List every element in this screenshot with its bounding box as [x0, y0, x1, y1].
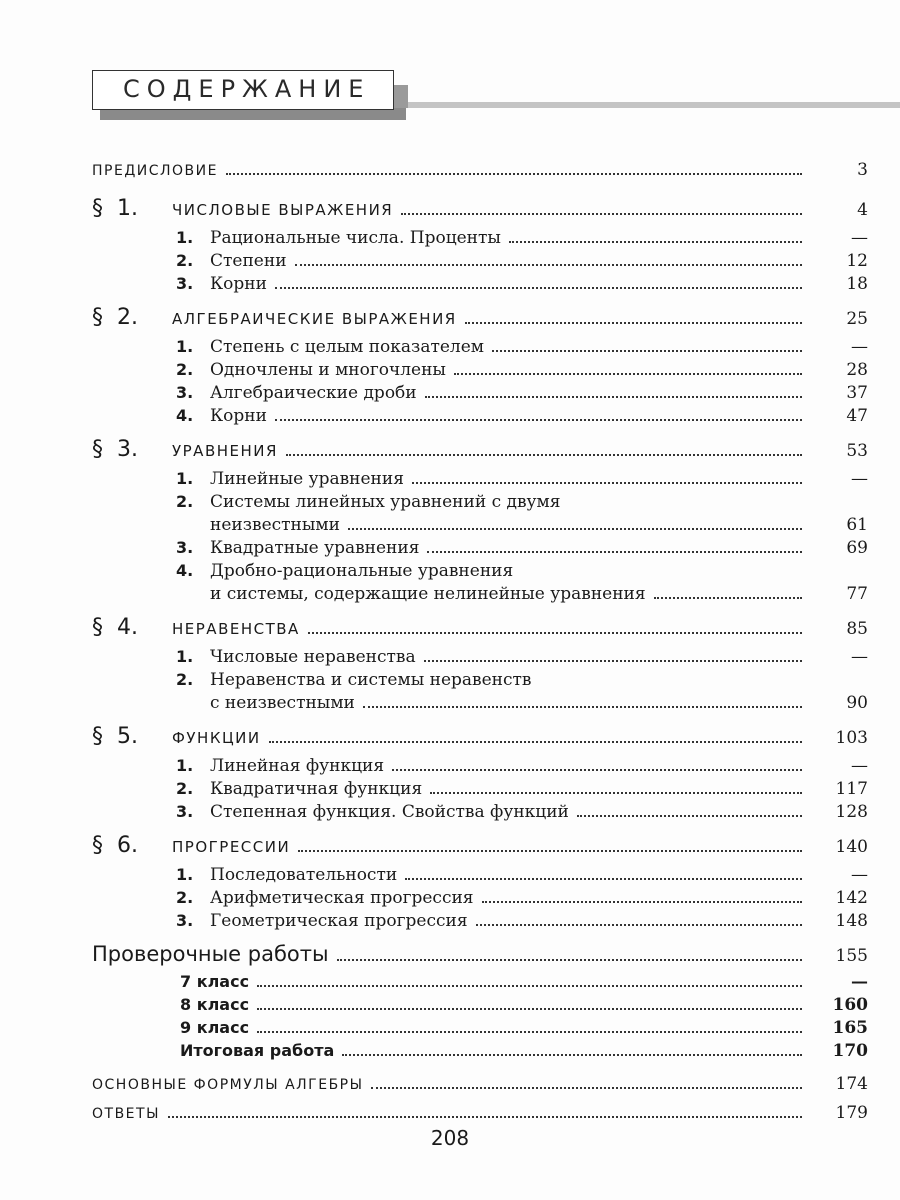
subsection-number: 1. [176, 647, 194, 666]
page-ref: 179 [835, 1103, 868, 1123]
subsection-number: 4. [176, 561, 194, 580]
page-ref: 53 [846, 441, 868, 461]
dot-leader [465, 322, 802, 324]
toc-section[interactable] [92, 196, 868, 226]
dot-leader [392, 769, 802, 771]
toc-subsection[interactable] [92, 406, 868, 429]
subsection-title: Линейные уравнения [210, 469, 404, 489]
section-number: 3. [117, 437, 138, 462]
toc-subsection-cont[interactable] [92, 515, 868, 538]
section-mark [92, 196, 172, 221]
dot-leader [476, 924, 802, 926]
toc-subsection[interactable] [92, 802, 868, 825]
toc-subsection[interactable] [92, 670, 868, 693]
subsection-number: 3. [176, 802, 194, 821]
toc-entry-preface[interactable] [92, 160, 868, 188]
toc-subsection[interactable] [92, 492, 868, 515]
subsection-number: 3. [176, 383, 194, 402]
subsection-title: Корни [210, 406, 267, 426]
section-number: 6. [117, 833, 138, 858]
dot-leader [308, 632, 802, 634]
page-ref: 165 [832, 1018, 868, 1038]
section-title: НЕРАВЕНСТВА [172, 620, 300, 638]
subsection-number: 3. [176, 274, 194, 293]
test-title: 9 класс [180, 1018, 250, 1037]
page-ref: 160 [832, 995, 868, 1015]
dot-leader [425, 396, 802, 398]
test-title: 8 класс [180, 995, 250, 1014]
section-sign: § [92, 833, 103, 858]
header-box [92, 70, 394, 110]
dot-leader [257, 985, 802, 987]
subsection-number: 1. [176, 228, 194, 247]
dot-leader [348, 528, 802, 530]
page-ref: 117 [835, 779, 868, 799]
subsection-number: 1. [176, 756, 194, 775]
section-mark [92, 305, 172, 330]
subsection-title: Арифметическая прогрессия [210, 888, 474, 908]
subsection-title: Алгебраические дроби [210, 383, 417, 403]
dot-leader [226, 173, 802, 175]
dot-leader [298, 850, 802, 852]
toc-subsection[interactable] [92, 469, 868, 492]
subsection-title: Степени [210, 251, 287, 271]
dot-leader [257, 1008, 802, 1010]
section-sign: § [92, 615, 103, 640]
toc-test-item[interactable] [92, 995, 868, 1018]
toc-subsection[interactable] [92, 274, 868, 297]
subsection-number: 2. [176, 492, 194, 511]
page-ref: 103 [835, 728, 868, 748]
section-sign: § [92, 724, 103, 749]
subsection-title: Степенная функция. Свойства функций [210, 802, 569, 822]
test-title: Итоговая работа [180, 1041, 335, 1060]
section-number: 4. [117, 615, 138, 640]
entry-title: ПРЕДИСЛОВИЕ [92, 163, 218, 179]
dot-leader [371, 1087, 802, 1089]
subsection-number: 1. [176, 865, 194, 884]
dot-leader [337, 959, 802, 961]
subsection-number: 4. [176, 406, 194, 425]
toc-subsection[interactable] [92, 360, 868, 383]
subsection-number: 3. [176, 911, 194, 930]
dot-leader [509, 241, 802, 243]
page-ref: — [851, 337, 868, 357]
dot-leader [654, 597, 802, 599]
page-ref: — [851, 756, 868, 776]
toc-section[interactable] [92, 833, 868, 863]
subsection-title: Корни [210, 274, 267, 294]
entry-title: ОСНОВНЫЕ ФОРМУЛЫ АЛГЕБРЫ [92, 1077, 364, 1093]
section-sign: § [92, 196, 103, 221]
subsection-number: 2. [176, 251, 194, 270]
page-ref: 28 [846, 360, 868, 380]
toc-subsection[interactable] [92, 538, 868, 561]
page-ref: 148 [835, 911, 868, 931]
toc-tests[interactable] [92, 942, 868, 972]
page-ref: 170 [832, 1041, 868, 1061]
toc-subsection[interactable] [92, 337, 868, 360]
dot-leader [275, 419, 802, 421]
toc-subsection[interactable] [92, 383, 868, 406]
page-ref: 12 [846, 251, 868, 271]
subsection-title: Числовые неравенства [210, 647, 416, 667]
subsection-title-cont: и системы, содержащие нелинейные уравнения [210, 584, 646, 604]
subsection-number: 1. [176, 337, 194, 356]
subsection-title: Одночлены и многочлены [210, 360, 446, 380]
subsection-number: 3. [176, 538, 194, 557]
page-ref: 3 [857, 160, 868, 180]
subsection-number: 2. [176, 888, 194, 907]
dot-leader [492, 350, 802, 352]
page-ref: 69 [846, 538, 868, 558]
section-number: 2. [117, 305, 138, 330]
page-ref: — [851, 865, 868, 885]
section-mark [92, 437, 172, 462]
subsection-title: Дробно-рациональные уравнения [210, 561, 514, 581]
subsection-title: Рациональные числа. Проценты [210, 228, 501, 248]
toc-section[interactable] [92, 724, 868, 754]
toc-subsection[interactable] [92, 779, 868, 802]
subsection-title: Степень с целым показателем [210, 337, 485, 357]
subsection-title: Неравенства и системы неравенств [210, 670, 532, 690]
section-title: ЧИСЛОВЫЕ ВЫРАЖЕНИЯ [172, 201, 394, 219]
subsection-title: Последовательности [210, 865, 398, 885]
header-shadow-side [393, 85, 408, 108]
section-number: 1. [117, 196, 138, 221]
toc-section[interactable] [92, 615, 868, 645]
subsection-number: 1. [176, 469, 194, 488]
section-title: ПРОГРЕССИИ [172, 838, 291, 856]
page-ref: 155 [835, 946, 868, 966]
tests-title: Проверочные работы [92, 942, 329, 966]
dot-leader [405, 878, 802, 880]
subsection-number: 2. [176, 670, 194, 689]
toc-subsection[interactable] [92, 251, 868, 274]
dot-leader [342, 1054, 802, 1056]
test-title: 7 класс [180, 972, 250, 991]
toc-section[interactable] [92, 305, 868, 335]
page-ref: 77 [846, 584, 868, 604]
section-title: АЛГЕБРАИЧЕСКИЕ ВЫРАЖЕНИЯ [172, 310, 457, 328]
page-ref: 4 [857, 200, 868, 220]
toc-subsection[interactable] [92, 865, 868, 888]
section-number: 5. [117, 724, 138, 749]
subsection-title: Квадратные уравнения [210, 538, 420, 558]
page-ref: 90 [846, 693, 868, 713]
toc-subsection[interactable] [92, 756, 868, 779]
dot-leader [286, 454, 802, 456]
page-ref: 61 [846, 515, 868, 535]
dot-leader [424, 660, 802, 662]
section-sign: § [92, 305, 103, 330]
page-ref: — [851, 228, 868, 248]
toc-subsection-cont[interactable] [92, 693, 868, 716]
section-title: ФУНКЦИИ [172, 729, 261, 747]
toc-test-item[interactable] [92, 1018, 868, 1041]
dot-leader [577, 815, 802, 817]
toc-test-item[interactable] [92, 1041, 868, 1064]
toc-subsection-cont[interactable] [92, 584, 868, 607]
section-title: УРАВНЕНИЯ [172, 442, 278, 460]
dot-leader [269, 741, 802, 743]
page-ref: 85 [846, 619, 868, 639]
page-ref: 174 [835, 1074, 868, 1094]
dot-leader [430, 792, 802, 794]
subsection-title: Линейная функция [210, 756, 385, 776]
subsection-title: Геометрическая прогрессия [210, 911, 468, 931]
dot-leader [412, 482, 802, 484]
subsection-title-cont: с неизвестными [210, 693, 355, 713]
subsection-number: 2. [176, 779, 194, 798]
toc-section[interactable] [92, 437, 868, 467]
toc-test-item[interactable] [92, 972, 868, 995]
section-sign: § [92, 437, 103, 462]
page-ref: 47 [846, 406, 868, 426]
section-mark [92, 615, 172, 640]
subsection-title-cont: неизвестными [210, 515, 340, 535]
section-mark [92, 724, 172, 749]
page-ref: 18 [846, 274, 868, 294]
entry-title: ОТВЕТЫ [92, 1106, 160, 1122]
page-ref: 37 [846, 383, 868, 403]
page-ref: — [851, 469, 868, 489]
section-mark [92, 833, 172, 858]
table-of-contents [92, 160, 868, 1132]
toc-subsection[interactable] [92, 228, 868, 251]
dot-leader [482, 901, 802, 903]
dot-leader [454, 373, 802, 375]
dot-leader [401, 213, 802, 215]
page-ref: — [851, 647, 868, 667]
toc-subsection[interactable] [92, 888, 868, 911]
page-ref: — [851, 972, 868, 992]
dot-leader [275, 287, 802, 289]
subsection-number: 2. [176, 360, 194, 379]
page-number: 208 [430, 1126, 470, 1150]
toc-subsection[interactable] [92, 911, 868, 934]
page-ref: 140 [835, 837, 868, 857]
dot-leader [427, 551, 802, 553]
page-ref: 25 [846, 309, 868, 329]
page-title: СОДЕРЖАНИЕ [123, 75, 371, 103]
dot-leader [168, 1116, 802, 1118]
dot-leader [257, 1031, 802, 1033]
dot-leader [295, 264, 802, 266]
subsection-title: Системы линейных уравнений с двумя [210, 492, 561, 512]
dot-leader [363, 706, 802, 708]
page-ref: 142 [835, 888, 868, 908]
header-rule [393, 102, 900, 108]
toc-formulas[interactable] [92, 1074, 868, 1103]
toc-subsection[interactable] [92, 561, 868, 584]
subsection-title: Квадратичная функция [210, 779, 423, 799]
toc-subsection[interactable] [92, 647, 868, 670]
page-ref: 128 [835, 802, 868, 822]
